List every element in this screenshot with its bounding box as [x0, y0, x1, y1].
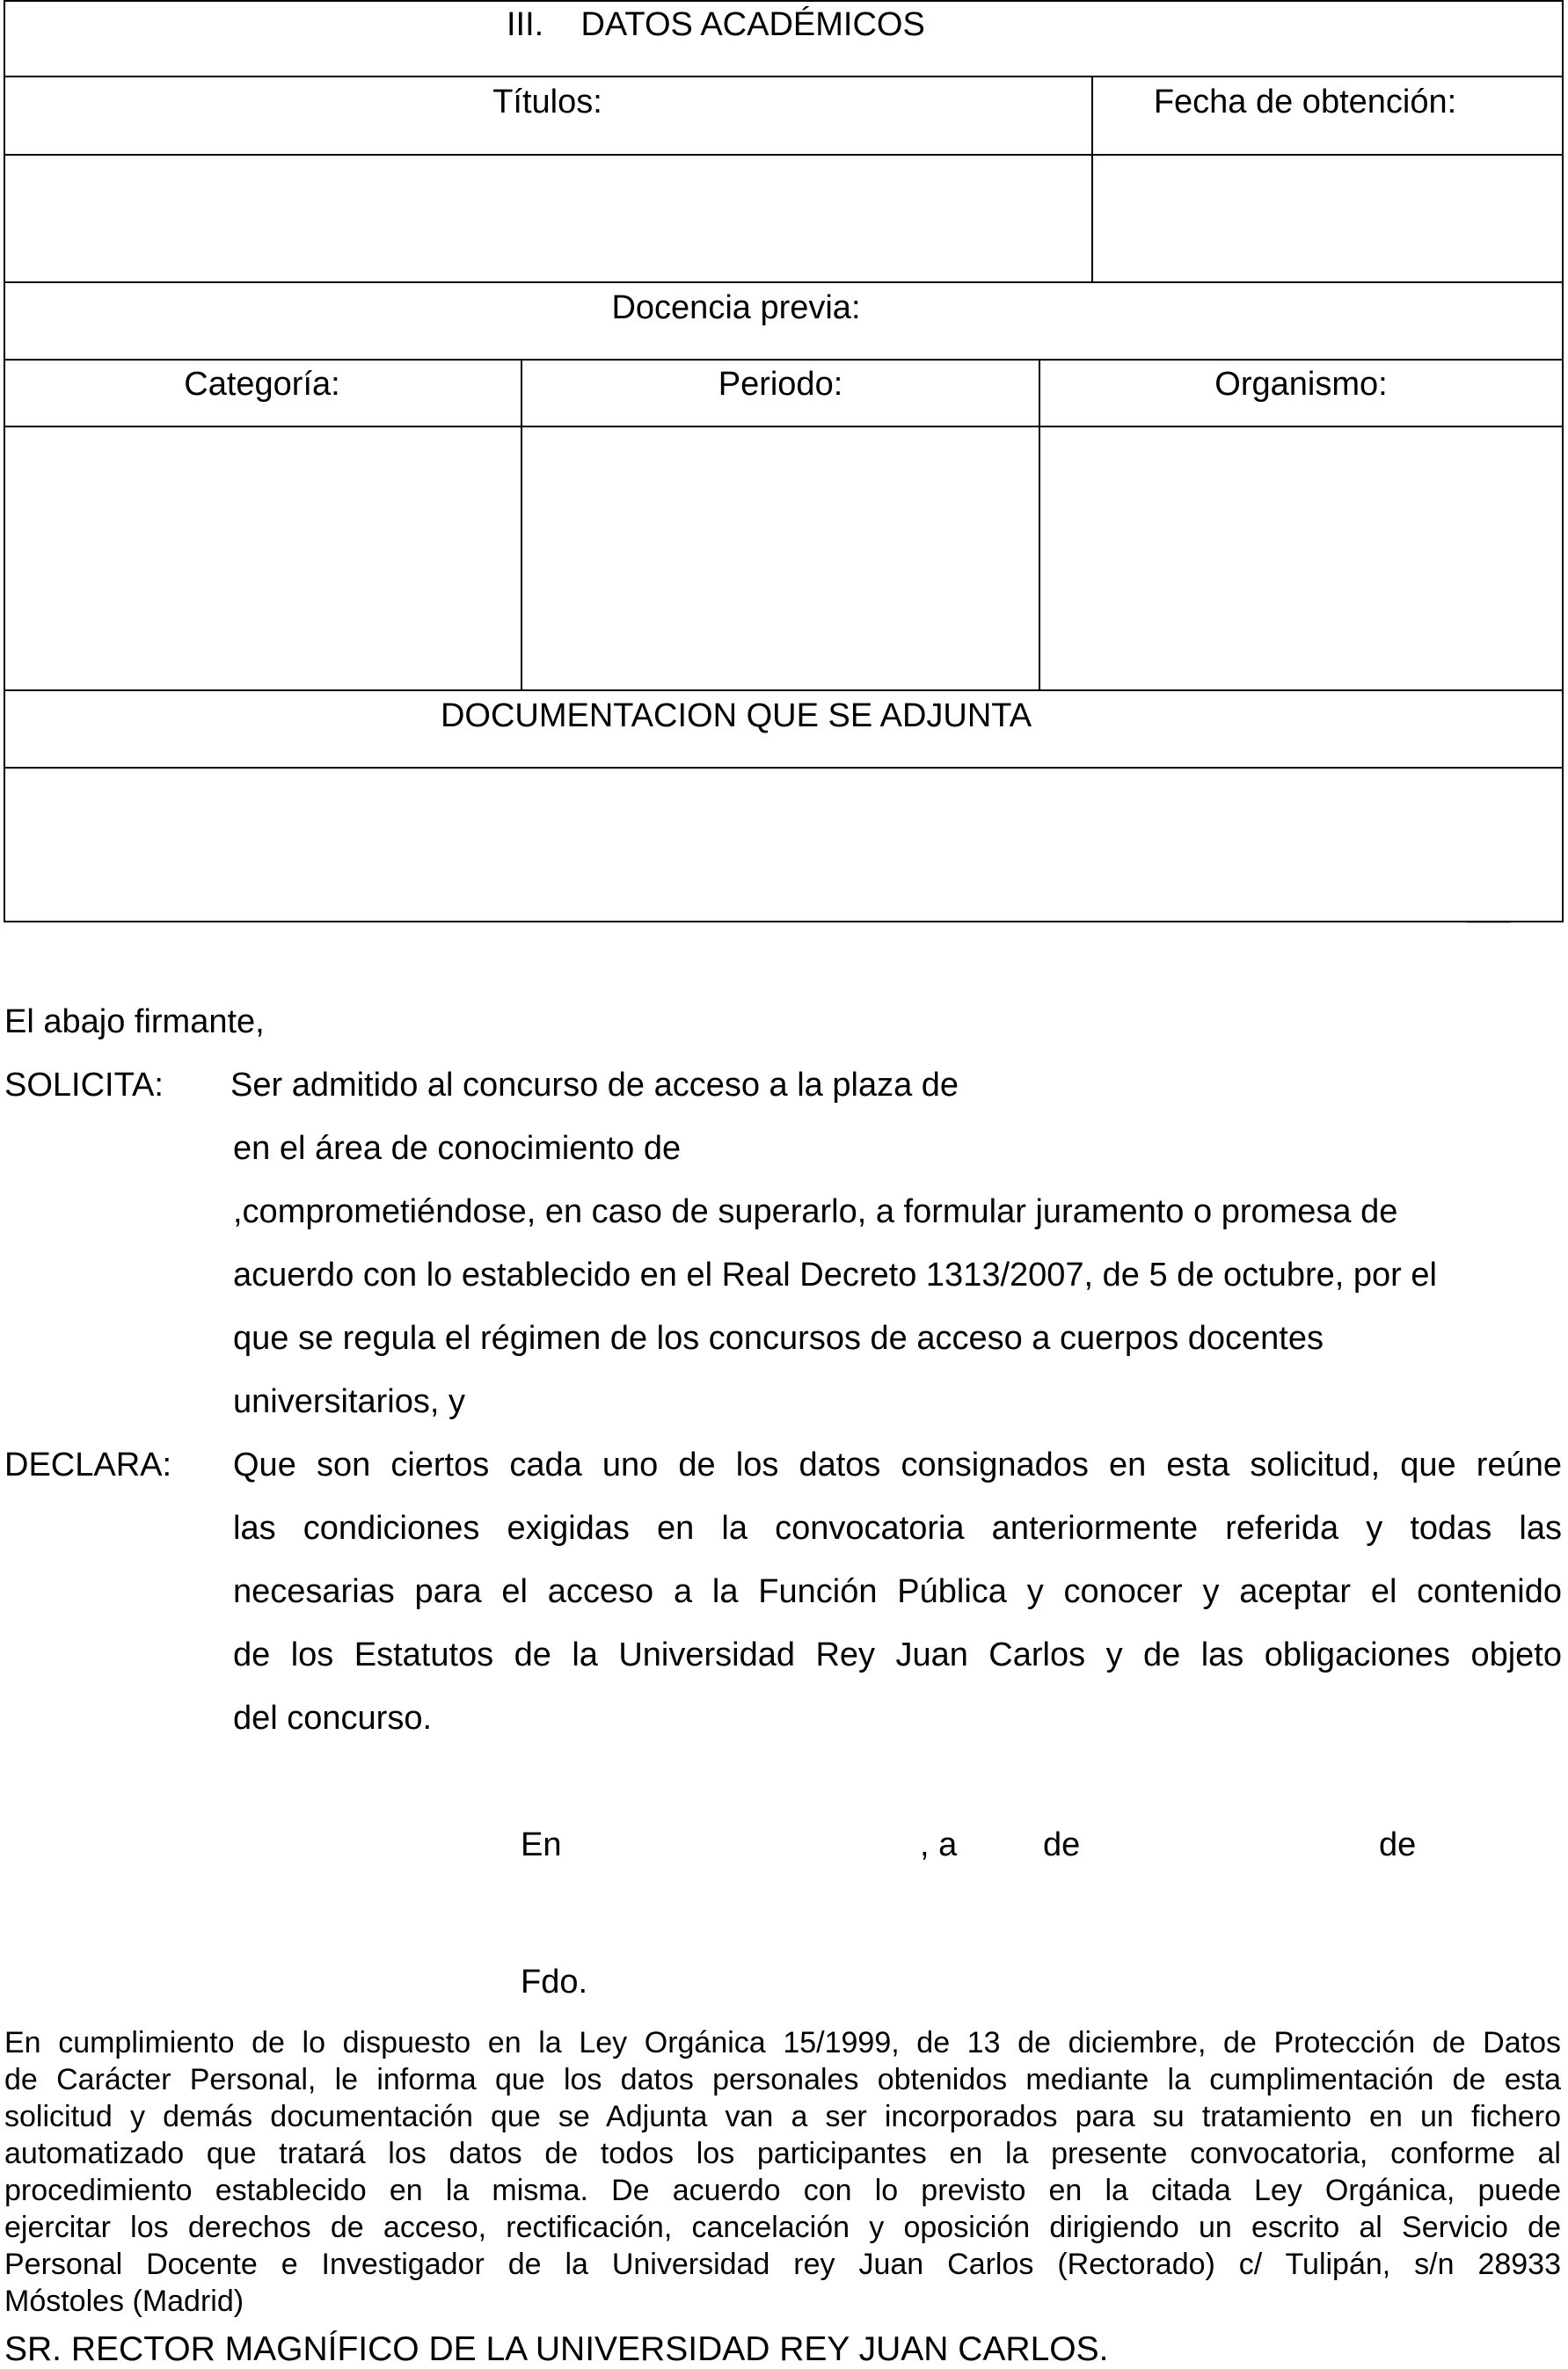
fecha-obtencion-header: Fecha de obtención: [1153, 84, 1457, 120]
categoria-header: Categoría: [184, 366, 340, 403]
organismo-cell[interactable] [1040, 427, 1562, 689]
table-rule [4, 359, 1564, 361]
declara-line: las condiciones exigidas en la convocatoria anteriormente referida y todas las [233, 1510, 1562, 1547]
day-a-label: , a [920, 1826, 958, 1863]
categoria-cell[interactable] [5, 427, 521, 689]
legal-line: ejercitar los derechos de acceso, rectificación, cancelación y oposición dirigiendo un escrito al Servicio de [4, 2211, 1561, 2244]
declara-line: necesarias para el acceso a la Función Pública y conocer y aceptar el contenido [233, 1573, 1562, 1610]
organismo-header: Organismo: [1214, 366, 1388, 403]
legal-line: de Carácter Personal, le informa que los datos personales obtenidos mediante la cumplimentación de esta [4, 2063, 1561, 2096]
solicita-line: ,comprometiéndose, en caso de superarlo, a formular juramento o promesa de [233, 1193, 1398, 1230]
legal-line: Móstoles (Madrid) [4, 2285, 244, 2318]
periodo-cell[interactable] [522, 427, 1039, 689]
titulos-cell[interactable] [5, 156, 1091, 281]
declara-line: de los Estatutos de la Universidad Rey Juan Carlos y de las obligaciones objeto [233, 1636, 1562, 1673]
legal-line: procedimiento establecido en la misma. De acuerdo con lo previsto en la citada Ley Orgánica, puede [4, 2174, 1561, 2207]
year-field[interactable] [1433, 1826, 1557, 1864]
table-rule [1467, 922, 1511, 923]
titulos-header: Títulos: [492, 84, 602, 120]
solicita-line: universitarios, y [233, 1383, 465, 1420]
solicita-line: acuerdo con lo establecido en el Real Decreto 1313/2007, de 5 de octubre, por el [233, 1257, 1437, 1294]
fecha-obtencion-cell[interactable] [1093, 156, 1562, 281]
table-rule [4, 76, 1564, 77]
solicita-line: que se regula el régimen de los concursos de acceso a cuerpos docentes [233, 1320, 1324, 1357]
declara-line: Que son ciertos cada uno de los datos consignados en esta solicitud, que reúne [233, 1447, 1562, 1483]
intro-text: El abajo firmante, [4, 1003, 265, 1040]
table-border-right [1562, 0, 1564, 922]
section-title: III. DATOS ACADÉMICOS [507, 6, 925, 43]
declara-line: del concurso. [233, 1700, 433, 1737]
documentacion-cell[interactable] [5, 769, 1562, 921]
year-de-label: de [1379, 1826, 1417, 1863]
solicita-line: en el área de conocimiento de [233, 1130, 682, 1167]
legal-line: automatizado que tratará los datos de todos los participantes en la presente convocatoria, conforme al [4, 2137, 1561, 2170]
declara-label: DECLARA: [4, 1447, 172, 1483]
solicita-label: SOLICITA: [4, 1067, 164, 1104]
docencia-previa-header: Docencia previa: [611, 289, 861, 326]
periodo-header: Periodo: [718, 366, 843, 403]
month-field[interactable] [1099, 1826, 1372, 1864]
solicita-line: Ser admitido al concurso de acceso a la plaza de [230, 1067, 959, 1104]
documentacion-header: DOCUMENTACION QUE SE ADJUNTA [440, 697, 1032, 734]
place-field[interactable] [580, 1826, 915, 1864]
addressee: SR. RECTOR MAGNÍFICO DE LA UNIVERSIDAD REY JUAN CARLOS. [4, 2330, 1109, 2368]
legal-line: Personal Docente e Investigador de la Universidad rey Juan Carlos (Rectorado) c/ Tulipán, s/n 28933 [4, 2248, 1561, 2281]
day-field[interactable] [969, 1826, 1039, 1864]
place-en-label: En [521, 1826, 562, 1863]
table-rule [4, 281, 1564, 283]
legal-line: solicitud y demás documentación que se Adjunta van a ser incorporados para su tratamiento en un fichero [4, 2100, 1561, 2133]
data-protection-notice [4, 2024, 1561, 2320]
signature-fdo-label: Fdo. [521, 1964, 588, 2001]
legal-line: En cumplimiento de lo dispuesto en la Ley Orgánica 15/1999, de 13 de diciembre, de Protección de Datos [4, 2026, 1561, 2059]
table-border-bottom [4, 921, 1564, 922]
table-border-top [4, 0, 1564, 2]
month-de-label: de [1043, 1826, 1081, 1863]
table-rule [4, 689, 1564, 691]
